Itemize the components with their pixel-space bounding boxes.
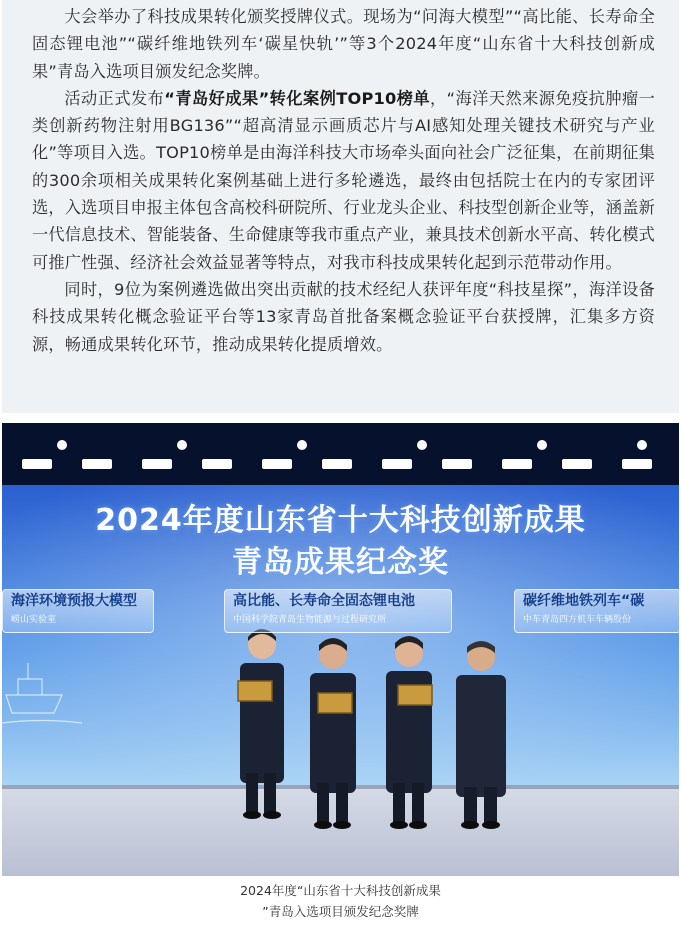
paragraph-text: 活动正式发布 — [64, 88, 165, 108]
photo-caption-line-1: 2024年度“山东省十大科技创新成果 — [240, 883, 441, 898]
ceremony-scene — [2, 423, 679, 876]
paragraph-text: ，“海洋天然来源免疫抗肿瘤一类创新药物注射用BG136”“超高清显示画质芯片与AI感知处理关键技术研究与产业化”等项目入选。TOP10榜单是由海洋科技大市场牵头面向社会广泛征集，在前期征集的300余项相关成果转化案例基础上进行多轮遴选，最终由包括院士在内的专家团评选，入选项目申报主体包含高校科研院所、行业龙头企业、科技型创新企业等，涵盖新一代信息技术、智能装备、生命健康等我市重点产业，兼具技术创新水平高、转化模式可推广性强、经济社会效益显著等特点，对我市科技成果转化起到示范带动作用。 — [32, 88, 655, 272]
project-banner-2-title: 高比能、长寿命全固态锂电池 — [233, 593, 415, 609]
article-text-panel — [2, 0, 679, 413]
project-banner-1-title: 海洋环境预报大模型 — [11, 593, 137, 609]
highlight-text: “青岛好成果”转化案例TOP10榜单 — [164, 88, 431, 108]
project-banner-3-title: 碳纤维地铁列车“碳 — [523, 593, 645, 609]
ceiling — [2, 423, 679, 485]
photo-caption-line-2: ”青岛入选项目颁发纪念奖牌 — [262, 904, 419, 919]
award-ceremony-photo — [2, 423, 679, 876]
paragraph-text: 同时，9位为案例遴选做出突出贡献的技术经纪人获评年度“科技星探”，海洋设备科技成果转化概念验证平台等13家青岛首批备案概念验证平台获授牌，汇集多方资源，畅通成果转化环节，推动成果转化提质增效。 — [32, 279, 655, 354]
article-paragraph-1 — [2, 0, 679, 85]
project-banner-1 — [2, 589, 154, 633]
photo-caption — [0, 880, 681, 922]
paragraph-text: 大会举办了科技成果转化颁奖授牌仪式。现场为“问海大模型”“高比能、长寿命全固态锂电池”“碳纤维地铁列车‘碳星快轨’”等3个2024年度“山东省十大科技创新成果”青岛入选项目颁发纪念奖牌。 — [32, 7, 655, 81]
screen-title-line-1: 2024年度山东省十大科技创新成果 — [95, 503, 586, 538]
project-banner-1-org: 崂山实验室 — [11, 615, 57, 625]
article-paragraph-3 — [2, 276, 679, 358]
project-banner-2-org: 中国科学院青岛生物能源与过程研究所 — [233, 615, 387, 625]
project-banner-3 — [514, 589, 679, 633]
screen-title-line-2: 青岛成果纪念奖 — [232, 545, 449, 580]
project-banner-2 — [224, 589, 452, 633]
article-paragraph-2 — [2, 85, 679, 276]
project-banner-3-org: 中车青岛四方机车车辆股份 — [523, 615, 632, 625]
